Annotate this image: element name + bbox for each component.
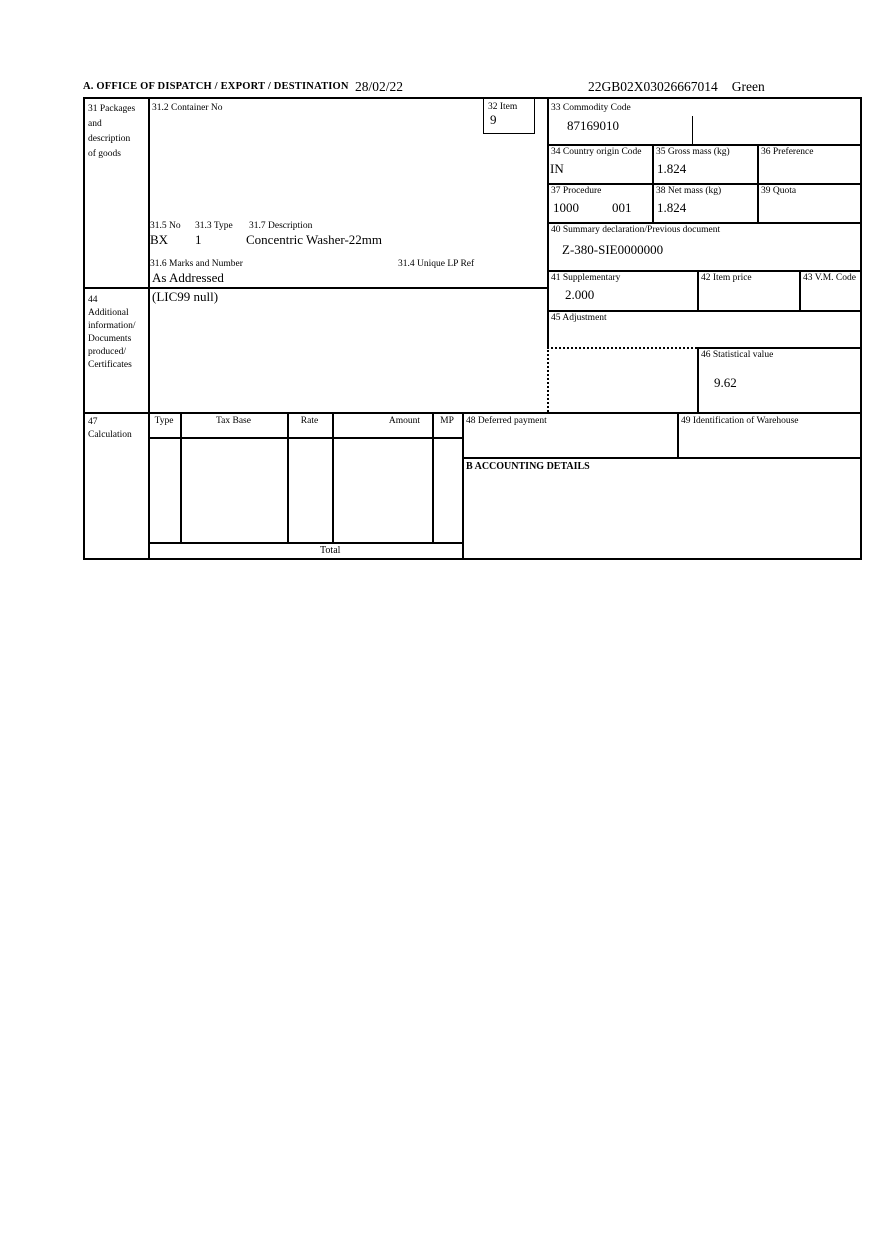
packages-no-label: 31.5 No xyxy=(150,221,181,231)
packages-type-label: 31.3 Type xyxy=(195,221,233,231)
label-line: 31 Packages xyxy=(88,104,136,114)
adjustment-label: 45 Adjustment xyxy=(551,313,607,323)
warehouse-identification-label: 49 Identification of Warehouse xyxy=(681,416,799,426)
procedure-label: 37 Procedure xyxy=(551,186,602,196)
vm-code-label: 43 V.M. Code xyxy=(803,273,856,283)
item-price-label: 42 Item price xyxy=(701,273,752,283)
grid-line xyxy=(462,457,860,459)
grid-line xyxy=(547,270,860,272)
grid-line xyxy=(547,222,860,224)
mrn-value: 22GB02X03026667014 xyxy=(588,79,718,94)
label-line: of goods xyxy=(88,149,121,159)
previous-document-label: 40 Summary declaration/Previous document xyxy=(551,225,721,235)
column-header-amount: Amount xyxy=(388,416,420,426)
unique-lp-ref-label: 31.4 Unique LP Ref xyxy=(398,259,475,269)
net-mass-value: 1.824 xyxy=(657,200,687,215)
preference-label: 36 Preference xyxy=(761,147,814,157)
grid-line xyxy=(547,144,860,146)
grid-line xyxy=(148,437,462,439)
calculation-table-header xyxy=(148,412,462,437)
commodity-code-label: 33 Commodity Code xyxy=(551,103,631,113)
packages-no-value: BX xyxy=(150,232,169,247)
grid-line xyxy=(652,144,654,222)
declaration-form xyxy=(83,97,862,560)
grid-line xyxy=(148,542,462,544)
label-line: information/ xyxy=(88,321,136,331)
quota-label: 39 Quota xyxy=(761,186,797,196)
packages-type-value: 1 xyxy=(195,232,202,247)
label-line: Calculation xyxy=(88,430,132,440)
grid-line xyxy=(148,99,150,558)
dotted-line xyxy=(547,347,697,349)
gross-mass-value: 1.824 xyxy=(657,161,687,176)
section-a-heading: A. OFFICE OF DISPATCH / EXPORT / DESTINATION xyxy=(83,81,349,92)
goods-description-value: Concentric Washer-22mm xyxy=(246,232,382,247)
goods-description-label: 31.7 Description xyxy=(249,221,313,231)
total-label: Total xyxy=(320,545,341,556)
additional-information-value: (LIC99 null) xyxy=(152,289,219,304)
grid-line xyxy=(547,310,860,312)
item-number-label: 32 Item xyxy=(488,102,518,112)
routing-indicator: Green xyxy=(731,79,765,94)
grid-line xyxy=(547,183,860,185)
grid-line xyxy=(757,144,759,222)
country-origin-value: IN xyxy=(550,161,564,176)
country-origin-label: 34 Country origin Code xyxy=(551,147,642,157)
box47-side-label xyxy=(88,416,132,442)
procedure-value-1: 1000 xyxy=(553,200,579,215)
column-header-rate: Rate xyxy=(300,416,319,426)
grid-line xyxy=(799,270,801,310)
label-line: Certificates xyxy=(88,360,132,370)
column-header-tax-base: Tax Base xyxy=(216,416,251,426)
item-number-value: 9 xyxy=(490,112,497,127)
commodity-code-value: 87169010 xyxy=(567,118,619,133)
dotted-line xyxy=(547,347,549,412)
supplementary-units-label: 41 Supplementary xyxy=(551,273,621,283)
grid-line xyxy=(697,347,699,412)
gross-mass-label: 35 Gross mass (kg) xyxy=(656,147,730,157)
grid-line xyxy=(462,412,464,558)
label-line: 44 xyxy=(88,295,98,305)
grid-line xyxy=(697,347,860,349)
marks-numbers-value: As Addressed xyxy=(152,270,224,285)
previous-document-value: Z-380-SIE0000000 xyxy=(562,242,664,257)
label-line: Documents xyxy=(88,334,132,344)
mrn-line xyxy=(588,79,765,95)
deferred-payment-label: 48 Deferred payment xyxy=(466,416,547,426)
label-line: 47 xyxy=(88,417,98,427)
box31-side-label xyxy=(88,102,135,162)
label-line: produced/ xyxy=(88,347,126,357)
procedure-value-2: 001 xyxy=(612,200,632,215)
statistical-value-value: 9.62 xyxy=(714,375,737,390)
label-line: Additional xyxy=(88,308,129,318)
accounting-details-heading: B ACCOUNTING DETAILS xyxy=(466,461,590,472)
item-number-box xyxy=(483,99,535,134)
column-header-type: Type xyxy=(154,416,174,426)
net-mass-label: 38 Net mass (kg) xyxy=(656,186,722,196)
label-line: and xyxy=(88,119,102,129)
box44-side-label xyxy=(88,294,136,372)
container-no-label: 31.2 Container No xyxy=(152,103,223,113)
statistical-value-label: 46 Statistical value xyxy=(701,350,774,360)
commodity-code-separator-tick xyxy=(692,116,693,144)
supplementary-units-value: 2.000 xyxy=(565,287,595,302)
grid-line xyxy=(697,270,699,310)
marks-numbers-label: 31.6 Marks and Number xyxy=(150,259,243,269)
label-line: description xyxy=(88,134,131,144)
column-header-mp: MP xyxy=(440,416,454,426)
grid-line xyxy=(677,412,679,457)
declaration-date: 28/02/22 xyxy=(355,79,404,94)
